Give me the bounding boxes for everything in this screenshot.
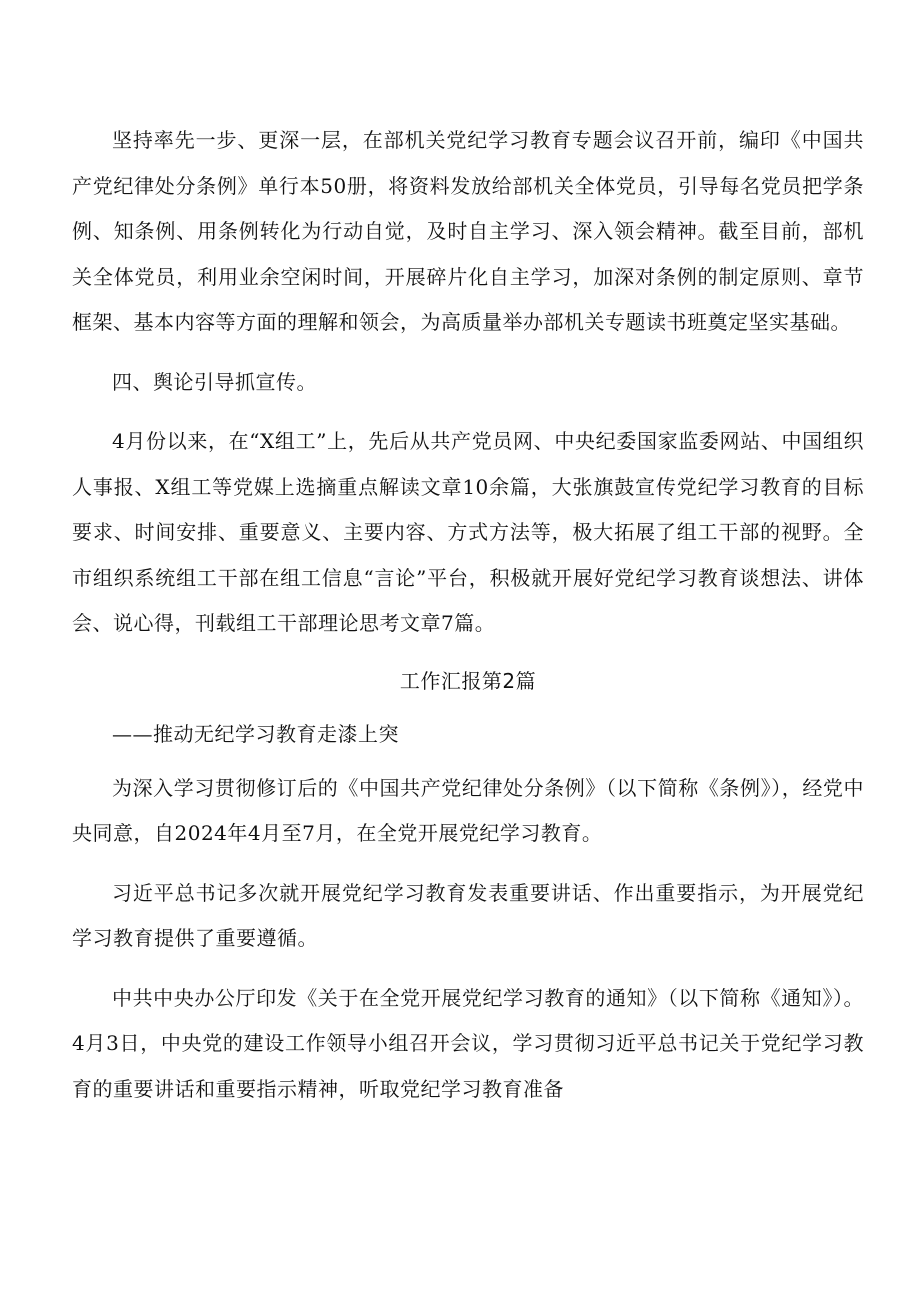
document-page <box>72 118 864 1112</box>
paragraph-materials: 坚持率先一步、更深一层，在部机关党纪学习教育专题会议召开前，编印《中国共产党纪律处分条例》单行本50册，将资料发放给部机关全体党员，引导每名党员把学条例、知条例、用条例转化为行动自觉，及时自主学习、深入领会精神。截至目前，部机关全体党员，利用业余空闲时间，开展碎片化自主学习，加深对条例的制定原则、章节框架、基本内容等方面的理解和领会，为高质量举办部机关专题读书班奠定坚实基础。 <box>72 128 864 334</box>
paragraph-notice: 中共中央办公厅印发《关于在全党开展党纪学习教育的通知》（以下简称《通知》）。4月3日，中央党的建设工作领导小组召开会议，学习贯彻习近平总书记关于党纪学习教育的重要讲话和重要指示精神，听取党纪学习教育准备 <box>72 985 864 1101</box>
report-subtitle: ——推动无纪学习教育走漆上突 <box>112 722 399 746</box>
report-title: 工作汇报第2篇 <box>399 668 537 693</box>
paragraph-instructions: 习近平总书记多次就开展党纪学习教育发表重要讲话、作出重要指示，为开展党纪学习教育提供了重要遵循。 <box>72 880 864 950</box>
paragraph-publicity: 4月份以来，在“X组工”上，先后从共产党员网、中央纪委国家监委网站、中国组织人事报、X组工等党媒上选摘重点解读文章10余篇，大张旗鼓宣传党纪学习教育的目标要求、时间安排、重要意义、主要内容、方式方法等，极大拓展了组工干部的视野。全市组织系统组工干部在组工信息“言论”平台，积极就开展好党纪学习教育谈想法、讲体会、说心得，刊载组工干部理论思考文章7篇。 <box>72 429 864 635</box>
section-heading-four: 四、舆论引导抓宣传。 <box>112 369 317 394</box>
paragraph-intro: 为深入学习贯彻修订后的《中国共产党纪律处分条例》（以下简称《条例》），经党中央同意，自2024年4月至7月，在全党开展党纪学习教育。 <box>72 775 864 845</box>
